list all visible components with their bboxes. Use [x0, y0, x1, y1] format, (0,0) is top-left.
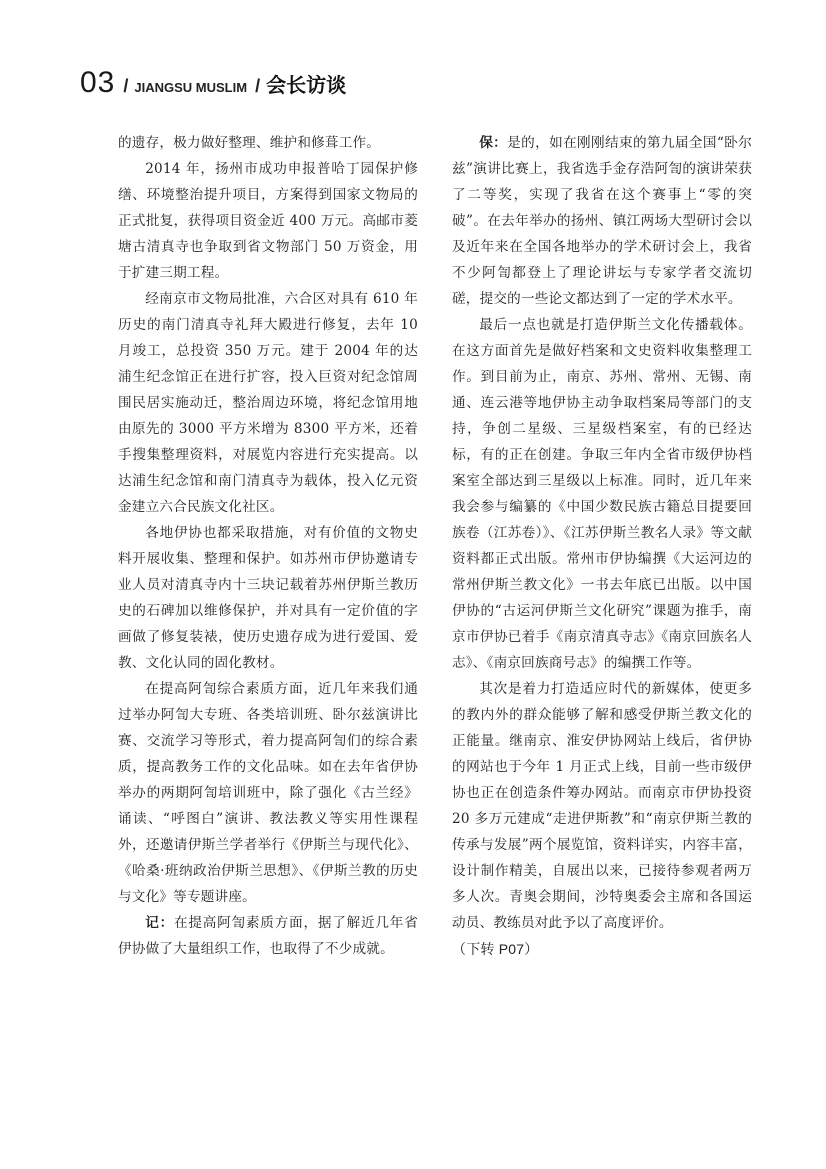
left-column — [118, 130, 418, 962]
paragraph: 的遗存，极力做好整理、维护和修葺工作。 — [118, 135, 381, 151]
paragraph — [118, 910, 418, 962]
magazine-name: JIANGSU MUSLIM — [134, 80, 248, 95]
speaker-label: 记： — [145, 915, 174, 931]
paragraph: 各地伊协也都采取措施，对有价值的文物史料开展收集、整理和保护。如苏州市伊协邀请专业人员对清真寺内十三块记载着苏州伊斯兰教历史的石碑加以维修保护，并对具有一定价值的字画做了修复装裱，使历史遗存成为进行爱国、爱教、文化认同的固化教材。 — [118, 525, 418, 671]
paragraph-text: 在提高阿訇素质方面，据了解近几年省伊协做了大量组织工作，也取得了不少成就。 — [118, 915, 418, 957]
page-header — [80, 66, 346, 110]
paragraph — [452, 130, 752, 312]
paragraph: 2014 年，扬州市成功申报普哈丁园保护修缮、环境整治提升项目，方案得到国家文物局的正式批复，获得项目资金近 400 万元。高邮市菱塘古清真寺也争取到省文物部门 50 万资金，用于扩建三期工程。 — [118, 161, 418, 281]
paragraph: 其次是着力打造适应时代的新媒体，使更多的教内外的群众能够了解和感受伊斯兰教文化的正能量。继南京、淮安伊协网站上线后，省伊协的网站也于今年 1 月正式上线，目前一些市级伊协也正在创造条件筹办网站。而南京市伊协投资 20 多万元建成“走进伊斯教”和“南京伊斯兰教的传承与发展”两个展览馆，资料详实，内容丰富，设计制作精美，自展出以来，已接待参观者两万多人次。青奥会期间，沙特奥委会主席和各国运动员、教练员对此予以了高度评价。 — [452, 681, 752, 931]
page-number: 03 — [80, 66, 116, 99]
paragraph-text: 是的，如在刚刚结束的第九届全国“卧尔兹”演讲比赛上，我省选手金存浩阿訇的演讲荣获了二等奖，实现了我省在这个赛事上“零的突破”。在去年举办的扬州、镇江两场大型研讨会以及近年来在全国各地举办的学术研讨会上，我省不少阿訇都登上了理论讲坛与专家学者交流切磋，提交的一些论文都达到了一定的学术水平。 — [452, 135, 752, 307]
right-column — [452, 130, 752, 962]
header-separator: / — [255, 76, 261, 96]
continued-note: （下转 P07） — [452, 941, 539, 957]
paragraph: 最后一点也就是打造伊斯兰文化传播载体。在这方面首先是做好档案和文史资料收集整理工作。到目前为止，南京、苏州、常州、无锡、南通、连云港等地伊协主动争取档案局等部门的支持，争创二星级、三星级档案室，有的已经达标，有的正在创建。争取三年内全省市级伊协档案室全部达到三星级以上标准。同时，近几年来我会参与编纂的《中国少数民族古籍总目提要回族卷（江苏卷）》、《江苏伊斯兰教名人录》等文献资料都正式出版。常州市伊协编撰《大运河边的常州伊斯兰教文化》一书去年底已出版。以中国伊协的“古运河伊斯兰文化研究”课题为推手，南京市伊协已着手《南京清真寺志》《南京回族名人志》、《南京回族商号志》的编撰工作等。 — [452, 317, 752, 671]
speaker-label: 保： — [479, 135, 508, 151]
header-separator: / — [123, 76, 129, 96]
section-title: 会长访谈 — [266, 73, 347, 97]
paragraph: 经南京市文物局批准，六合区对具有 610 年历史的南门清真寺礼拜大殿进行修复，去年 10 月竣工，总投资 350 万元。建于 2004 年的达浦生纪念馆正在进行扩容，投入巨资对纪念馆周围民居实施动迁，整治周边环境，将纪念馆用地由原先的 3000 平方米增为 8300 平方米，还着手搜集整理资料，对展览内容进行充实提高。以达浦生纪念馆和南门清真寺为载体，投入亿元资金建立六合民族文化社区。 — [118, 291, 418, 515]
paragraph: 在提高阿訇综合素质方面，近几年来我们通过举办阿訇大专班、各类培训班、卧尔兹演讲比赛、交流学习等形式，着力提高阿訇们的综合素质，提高教务工作的文化品味。如在去年省伊协举办的两期阿訇培训班中，除了强化《古兰经》诵读、“呼图白”演讲、教法教义等实用性课程外，还邀请伊斯兰学者举行《伊斯兰与现代化》、《哈桑·班纳政治伊斯兰思想》、《伊斯兰教的历史与文化》等专题讲座。 — [118, 681, 418, 905]
